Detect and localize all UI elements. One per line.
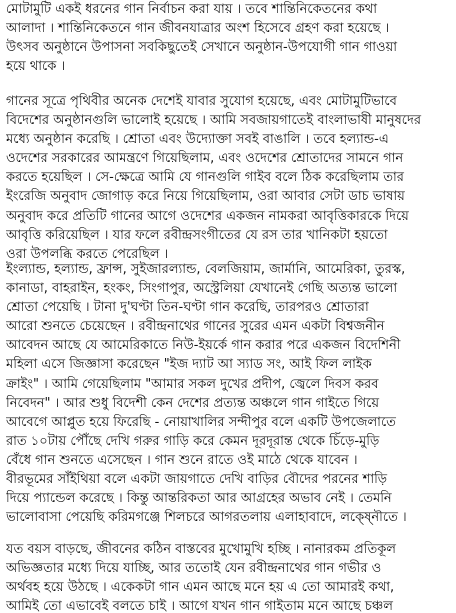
text-line: কানাডা, বাহরাইন, হংকং, সিংগাপুর, অস্ট্রেলিয়া যেখানেই গেছি অত্যন্ত ভালো bbox=[6, 281, 398, 297]
text-line: মোটামুটি একই ধরনের গান নির্বাচন করা যায় । তবে শান্তিনিকেতনের কথা bbox=[6, 2, 377, 17]
paragraph-3 bbox=[6, 260, 456, 527]
text-line: অর্থবহ হয়ে উঠছে । একেকটা গান এমন আছে মনে হয় এ তো আমারই কথা, bbox=[6, 580, 395, 596]
text-line: দিয়ে প্যান্ডেল করেছে । কিন্তু আন্তরিকতা আর আগ্রহের অভাব নেই । তেমনি bbox=[6, 491, 392, 507]
text-line: আলাদা । শান্তিনিকেতনে গান জীবনযাত্রার অংশ হিসেবে গ্রহণ করা হয়েছে । bbox=[6, 21, 390, 37]
text-line: ওদেশের সরকারের আমন্ত্রণে গিয়েছিলাম, এবং ওদেশের শ্রোতাদের সামনে গান bbox=[6, 151, 404, 167]
text-line: বীরভূমের সাঁইথিয়া বলে একটা জায়গাতে দেখি বাড়ির বৌদের পরনের শাড়ি bbox=[6, 472, 388, 488]
text-line: আবৃত্তি করিয়েছিল । যার ফলে রবীন্দ্রসংগীতের যে রস তার খানিকটা হয়তো bbox=[6, 227, 388, 243]
text-line: বেঁধে গান শুনতে এসেছেন । গান শুনে রাতে ওই মাঠে থেকে যাবেন । bbox=[6, 452, 358, 468]
text-line: উৎসব অনুষ্ঠানে উপাসনা সবকিছুতেই সেখানে অনুষ্ঠান-উপযোগী গান গাওয়া bbox=[6, 40, 398, 56]
text-line: মধ্যে অনুষ্ঠান করেছি । শ্রোতা এবং উদ্যোক্তা সবই বাঙালি । তবে হল্যান্ড-এ bbox=[6, 132, 389, 148]
text-line: ক্রাইং" । আমি গেয়েছিলাম "আমার সকল দুখের প্রদীপ, জ্বেলে দিবস করব bbox=[6, 376, 379, 392]
text-line: শ্রোতা পেয়েছি । টানা দু'ঘণ্টা তিন-ঘণ্টা গান করেছি, তারপরও শ্রোতারা bbox=[6, 300, 369, 316]
text-line: মহিলা এসে জিজ্ঞাসা করেছেন "ইজ দ্যাট আ স্যাড সং, আই ফিল লাইক bbox=[6, 357, 372, 373]
text-line: রাত ১০টায় পৌঁছে দেখি গরুর গাড়ি করে কেমন দূরদূরান্ত থেকে চিঁড়ে-মুড়ি bbox=[6, 433, 380, 449]
text-line: আবেগে আপ্লুত হয়ে ফিরেছি - নোয়াখালির সন্দীপুর বলে একটি উপজেলাতে bbox=[6, 414, 396, 430]
text-line: গানের সূত্রে পৃথিবীর অনেক দেশেই যাবার সুযোগ হয়েছে, এবং মোটামুটিভাবে bbox=[6, 94, 397, 109]
text-line: করতে হয়েছিল । সে-ক্ষেত্রে আমি যে গানগুলি গাইব বলে ঠিক করেছিলাম তার bbox=[6, 170, 404, 186]
text-line: ভালোবাসা পেয়েছি করিমগঞ্জে শিলচরে আগরতলায় এলাহাবাদে, লক্ষ্নৌতে । bbox=[6, 510, 407, 526]
text-line: বিদেশের অনুষ্ঠানগুলি ভালোই হয়েছে । আমি সবজায়গাতেই বাংলাভাষী মানুষদের bbox=[6, 113, 421, 129]
text-line: যত বয়স বাড়ছে, জীবনের কঠিন বাস্তবের মুখোমুখি হচ্ছি । নানারকম প্রতিকূল bbox=[6, 542, 396, 557]
paragraph-4 bbox=[6, 540, 456, 613]
text-line: হয়ে থাকে । bbox=[6, 59, 66, 75]
text-line: আবেদন আছে যে আমেরিকাতে নিউ-ইয়র্কে গান করার পরে একজন বিদেশিনী bbox=[6, 338, 401, 354]
paragraph-1 bbox=[6, 0, 456, 76]
text-line: আরো শুনতে চেয়েছেন । রবীন্দ্রনাথের গানের সুরের এমন একটা বিশ্বজনীন bbox=[6, 319, 385, 335]
text-line: ইংরেজি অনুবাদ জোগাড় করে নিয়ে গিয়েছিলাম, ওরা আবার সেটা ডাচ ভাষায় bbox=[6, 189, 405, 205]
paragraph-2 bbox=[6, 92, 456, 264]
text-line: আমিই তো এভাবেই বলতে চাই । আগে যখন গান গাইতাম মনে আছে চঞ্চল bbox=[6, 599, 393, 613]
text-line: অনুবাদ করে প্রতিটি গানের আগে ওদেশের একজন নামকরা আবৃত্তিকারকে দিয়ে bbox=[6, 208, 409, 224]
text-line: ইংল্যান্ড, হল্যান্ড, ফ্রান্স, সুইজারল্যান্ড, বেলজিয়াম, জার্মানি, আমেরিকা, তুরস্ক, bbox=[6, 262, 406, 277]
text-line: ওরা উপলব্ধি করতে পেরেছিল । bbox=[6, 246, 169, 262]
text-line: অভিজ্ঞতার মধ্যে দিয়ে যাচ্ছি, আর ততোই যেন রবীন্দ্রনাথের গান গভীর ও bbox=[6, 561, 382, 577]
text-line: নিবেদন" । আর শুধু বিদেশী কেন দেশের প্রত্যন্ত অঞ্চলে গান গাইতে গিয়ে bbox=[6, 395, 380, 411]
